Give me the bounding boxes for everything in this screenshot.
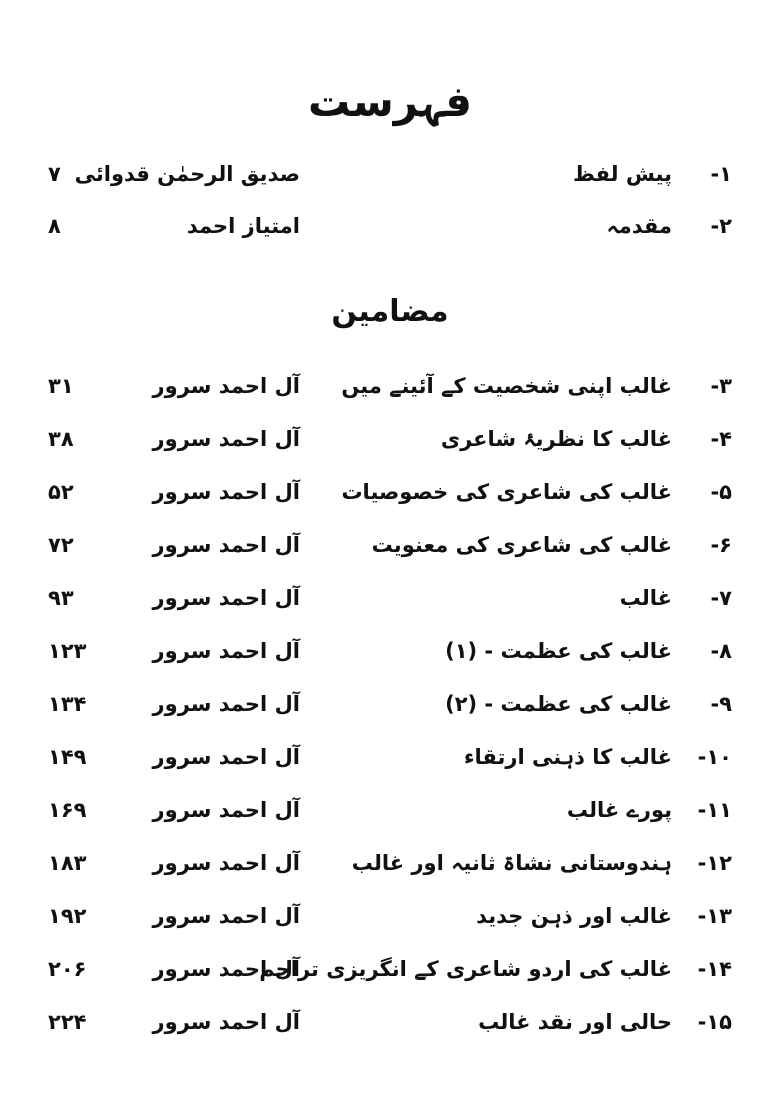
entry-number: ۱۳- <box>697 904 732 928</box>
entry-author: آل احمد سرور <box>152 480 300 504</box>
toc-entry <box>0 154 780 194</box>
toc-entry <box>0 790 780 830</box>
entry-title: مقدمہ <box>606 214 672 238</box>
entry-author: آل احمد سرور <box>152 692 300 716</box>
entry-page: ۲۲۴ <box>48 1010 87 1034</box>
entry-page: ۱۸۳ <box>48 851 87 875</box>
entry-title: حالی اور نقد غالب <box>478 1010 672 1034</box>
entry-title: غالب کا نظریۂ شاعری <box>440 427 672 451</box>
entry-page: ۱۴۹ <box>48 745 87 769</box>
entry-author: آل احمد سرور <box>152 957 300 981</box>
toc-entry <box>0 737 780 777</box>
toc-entry <box>0 206 780 246</box>
entry-author: صدیق الرحمٰن قدوائی <box>74 162 300 186</box>
entry-title: غالب کی شاعری کی خصوصیات <box>341 480 672 504</box>
entry-number: ۵- <box>710 480 732 504</box>
entry-title: غالب کی عظمت - (۱) <box>445 639 672 663</box>
entry-page: ۳۸ <box>48 427 74 451</box>
entry-page: ۱۲۳ <box>48 639 87 663</box>
toc-entry <box>0 896 780 936</box>
entry-author: آل احمد سرور <box>152 851 300 875</box>
entry-title: غالب کی اردو شاعری کے انگریزی تراجم <box>259 957 672 981</box>
entry-author: آل احمد سرور <box>152 427 300 451</box>
toc-entry <box>0 949 780 989</box>
entry-author: امتیاز احمد <box>186 214 300 238</box>
toc-entry <box>0 419 780 459</box>
entry-number: ۱۵- <box>697 1010 732 1034</box>
toc-entry <box>0 1002 780 1042</box>
toc-entry <box>0 843 780 883</box>
entry-number: ۳- <box>710 374 732 398</box>
entry-page: ۷ <box>48 162 61 186</box>
entry-page: ۸ <box>48 214 61 238</box>
entry-number: ۴- <box>710 427 732 451</box>
toc-entry <box>0 525 780 565</box>
entry-title: غالب اپنی شخصیت کے آئینے میں <box>341 374 672 398</box>
entry-number: ۶- <box>710 533 732 557</box>
entry-page: ۹۳ <box>48 586 74 610</box>
section-heading: مضامین <box>331 294 449 329</box>
toc-entry <box>0 684 780 724</box>
entry-title: ہندوستانی نشاۃ ثانیہ اور غالب <box>351 851 672 875</box>
entry-number: ۱۴- <box>697 957 732 981</box>
entry-number: ۹- <box>710 692 732 716</box>
entry-author: آل احمد سرور <box>152 798 300 822</box>
entry-author: آل احمد سرور <box>152 533 300 557</box>
entry-title: غالب <box>619 586 672 610</box>
entry-title: غالب کی شاعری کی معنویت <box>371 533 672 557</box>
entry-number: ۱۰- <box>697 745 732 769</box>
entry-author: آل احمد سرور <box>152 586 300 610</box>
entry-title: غالب اور ذہن جدید <box>476 904 672 928</box>
entry-title: پیش لفظ <box>573 162 672 186</box>
entry-title: غالب کی عظمت - (۲) <box>445 692 672 716</box>
entry-author: آل احمد سرور <box>152 745 300 769</box>
entry-number: ۱۱- <box>697 798 732 822</box>
entry-page: ۱۹۲ <box>48 904 87 928</box>
entry-author: آل احمد سرور <box>152 374 300 398</box>
toc-entry <box>0 578 780 618</box>
entry-page: ۱۶۹ <box>48 798 87 822</box>
entry-author: آل احمد سرور <box>152 1010 300 1034</box>
entry-page: ۳۱ <box>48 374 74 398</box>
page-title: فہرست <box>307 77 472 126</box>
entry-title: غالب کا ذہنی ارتقاء <box>463 745 672 769</box>
entry-author: آل احمد سرور <box>152 639 300 663</box>
entry-number: ۲- <box>710 214 732 238</box>
entry-page: ۷۲ <box>48 533 74 557</box>
toc-entry <box>0 631 780 671</box>
entry-page: ۲۰۶ <box>48 957 87 981</box>
entry-page: ۵۲ <box>48 480 74 504</box>
entry-number: ۱۲- <box>697 851 732 875</box>
toc-entry <box>0 366 780 406</box>
entry-number: ۸- <box>710 639 732 663</box>
entry-page: ۱۳۴ <box>48 692 87 716</box>
entry-number: ۷- <box>710 586 732 610</box>
entry-author: آل احمد سرور <box>152 904 300 928</box>
entry-title: پورے غالب <box>566 798 672 822</box>
toc-entry <box>0 472 780 512</box>
entry-number: ۱- <box>710 162 732 186</box>
